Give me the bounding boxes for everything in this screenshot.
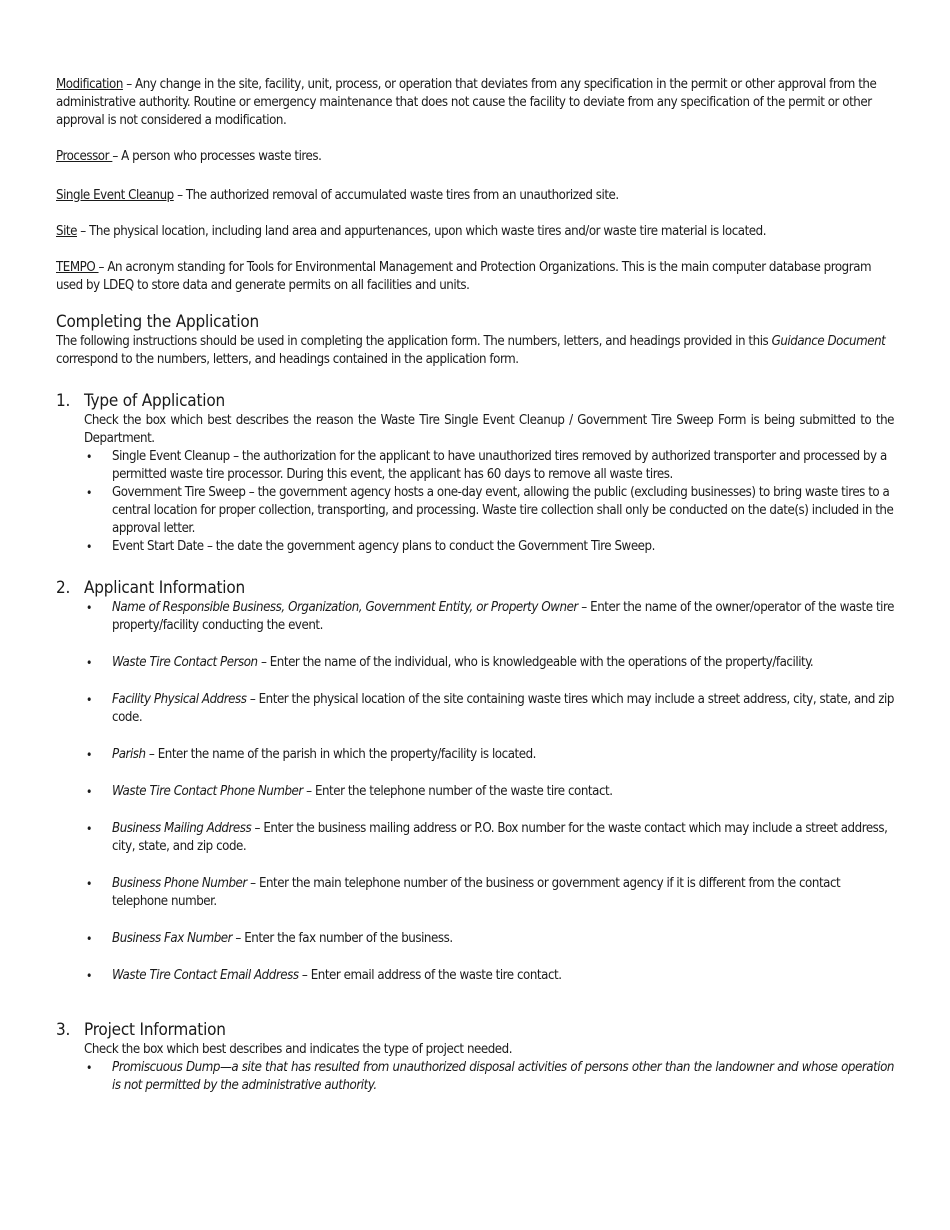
- list-item: • Name of Responsible Business, Organization, Government Entity, or Property Owner – Enter the name of the owner/operator of the waste tire property/facility conducting the event.: [84, 599, 894, 635]
- list-item: • Waste Tire Contact Email Address – Enter email address of the waste tire contact.: [84, 967, 894, 985]
- list-item: • Government Tire Sweep – the government agency hosts a one-day event, allowing the public (excluding businesses) to bring waste tires to a central location for proper collection, transporting, and processing. Waste tire collection shall only be conducted on the date(s) included in the approval letter.: [84, 484, 894, 538]
- list-item: • Business Fax Number – Enter the fax number of the business.: [84, 930, 894, 948]
- section-3-heading: [56, 1019, 894, 1041]
- definition-single-event-cleanup: Single Event Cleanup – The authorized removal of accumulated waste tires from an unauthorized site.: [56, 188, 619, 203]
- definition-processor: Processor – A person who processes waste tires.: [56, 149, 322, 164]
- section-1-heading: [56, 390, 894, 412]
- section-number: 2.: [56, 578, 71, 598]
- section-title: Project Information: [84, 1020, 226, 1040]
- section-title: Applicant Information: [84, 578, 245, 598]
- section-number: 3.: [56, 1020, 71, 1040]
- definition-term: Processor: [56, 149, 113, 164]
- completing-heading: Completing the Application: [56, 312, 260, 332]
- definition-text: Any change in the site, facility, unit, process, or operation that deviates from any specification in the permit or other approval from the administrative authority. Routine or emergency maintenance that does not cause the facility to deviate from any specification of the permit or other approval is not considered a modification.: [56, 77, 877, 128]
- definition-text: The physical location, including land area and appurtenances, upon which waste tires and/or waste tire material is located.: [89, 224, 767, 239]
- definition-text: The authorized removal of accumulated waste tires from an unauthorized site.: [185, 188, 619, 203]
- section-number: 1.: [56, 391, 71, 411]
- section-3-list: [84, 1059, 894, 1095]
- definition-tempo: TEMPO – An acronym standing for Tools for Environmental Management and Protection Organizations. This is the main computer database program used by LDEQ to store data and generate permits on all facilities and units.: [56, 260, 872, 293]
- list-item: • Single Event Cleanup – the authorization for the applicant to have unauthorized tires removed by authorized transporter and processed by a permitted waste tire processor. During this event, the applicant has 60 days to remove all waste tires.: [84, 448, 894, 484]
- list-item: • Business Mailing Address – Enter the business mailing address or P.O. Box number for the waste contact which may include a street address, city, state, and zip code.: [84, 820, 894, 856]
- list-item: • Waste Tire Contact Person – Enter the name of the individual, who is knowledgeable with the operations of the property/facility.: [84, 654, 894, 672]
- section-title: Type of Application: [84, 391, 225, 411]
- list-item: • Event Start Date – the date the government agency plans to conduct the Government Tire Sweep.: [84, 538, 894, 556]
- definition-site: Site – The physical location, including land area and appurtenances, upon which waste tires and/or waste tire material is located.: [56, 224, 767, 239]
- definition-modification: Modification – Any change in the site, facility, unit, process, or operation that deviates from any specification in the permit or other approval from the administrative authority. Routine or emergency maintenance that does not cause the facility to deviate from any specification of the permit or other approval is not considered a modification.: [56, 77, 877, 128]
- definition-term: TEMPO: [56, 260, 99, 275]
- document-page: [56, 76, 894, 1095]
- list-item: • Facility Physical Address – Enter the physical location of the site containing waste tires which may include a street address, city, state, and zip code.: [84, 691, 894, 727]
- definition-text: An acronym standing for Tools for Environmental Management and Protection Organizations. This is the main computer database program used by LDEQ to store data and generate permits on all facilities and units.: [56, 260, 872, 293]
- section-1-intro: Check the box which best describes the reason the Waste Tire Single Event Cleanup / Government Tire Sweep Form is being submitted to the Department.: [84, 413, 894, 446]
- list-item: • Promiscuous Dump—a site that has resulted from unauthorized disposal activities of persons other than the landowner and whose operation is not permitted by the administrative authority.: [84, 1059, 894, 1095]
- definition-term: Site: [56, 224, 77, 239]
- definition-term: Single Event Cleanup: [56, 188, 174, 203]
- list-item: • Business Phone Number – Enter the main telephone number of the business or government agency if it is different from the contact telephone number.: [84, 875, 894, 911]
- completing-text: The following instructions should be used in completing the application form. The numbers, letters, and headings provided in this Guidance Document correspond to the numbers, letters, and headings contained in the application form.: [56, 334, 886, 367]
- definition-text: A person who processes waste tires.: [121, 149, 322, 164]
- section-1-list: [84, 448, 894, 556]
- definition-term: Modification: [56, 77, 123, 92]
- section-2-heading: [56, 577, 894, 599]
- list-item: • Parish – Enter the name of the parish in which the property/facility is located.: [84, 746, 894, 764]
- list-item: • Waste Tire Contact Phone Number – Enter the telephone number of the waste tire contact.: [84, 783, 894, 801]
- section-2-list: [84, 599, 894, 985]
- section-3-intro: Check the box which best describes and indicates the type of project needed.: [84, 1042, 513, 1057]
